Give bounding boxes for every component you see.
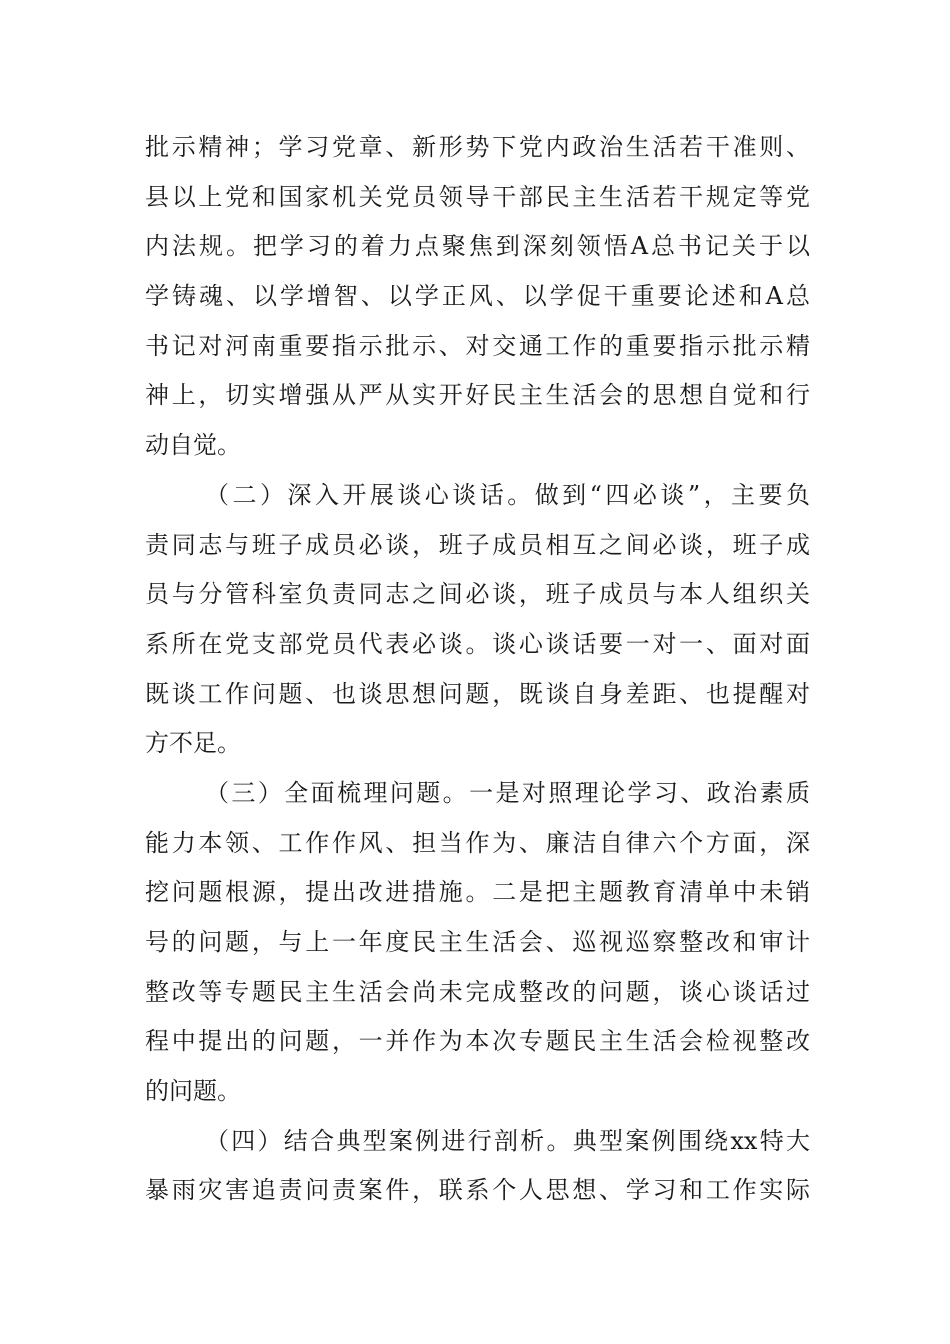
text-line: 内法规。把学习的着力点聚焦到深刻领悟A总书记关于以 — [145, 232, 810, 261]
text-line: 系所在党支部党员代表必谈。谈心谈话要一对一、面对面 — [145, 629, 810, 658]
text-line: 批示精神；学习党章、新形势下党内政治生活若干准则、 — [145, 133, 810, 161]
text-line: 书记对河南重要指示批示、对交通工作的重要指示批示精 — [145, 331, 810, 360]
text-line: 的问题。 — [145, 1077, 241, 1106]
text-line: （四）结合典型案例进行剖析。典型案例围绕xx特大 — [205, 1126, 810, 1155]
text-line: 员与分管科室负责同志之间必谈，班子成员与本人组织关 — [145, 580, 810, 609]
text-line: 暴雨灾害追责问责案件，联系个人思想、学习和工作实际 — [145, 1176, 810, 1205]
text-line: 整改等专题民主生活会尚未完成整改的问题，谈心谈话过 — [145, 977, 810, 1006]
text-line: （二）深入开展谈心谈话。做到“四必谈”，主要负 — [205, 480, 810, 509]
text-line: 动自觉。 — [145, 431, 241, 460]
text-line: 县以上党和国家机关党员领导干部民主生活若干规定等党 — [145, 182, 810, 211]
text-line: 号的问题，与上一年度民主生活会、巡视巡察整改和审计 — [145, 928, 810, 956]
document-body — [145, 123, 810, 1216]
text-line: 既谈工作问题、也谈思想问题，既谈自身差距、也提醒对 — [145, 679, 810, 708]
text-line: （三）全面梳理问题。一是对照理论学习、政治素质 — [205, 778, 810, 807]
text-line: 挖问题根源，提出改进措施。二是把主题教育清单中未销 — [145, 878, 810, 907]
text-line: 方不足。 — [145, 729, 241, 758]
text-line: 学铸魂、以学增智、以学正风、以学促干重要论述和A总 — [145, 282, 810, 311]
text-line: 神上，切实增强从严从实开好民主生活会的思想自觉和行 — [145, 381, 810, 410]
text-line: 责同志与班子成员必谈，班子成员相互之间必谈，班子成 — [145, 530, 810, 559]
text-line: 程中提出的问题，一并作为本次专题民主生活会检视整改 — [145, 1027, 810, 1056]
text-line: 能力本领、工作作风、担当作为、廉洁自律六个方面，深 — [145, 828, 810, 857]
